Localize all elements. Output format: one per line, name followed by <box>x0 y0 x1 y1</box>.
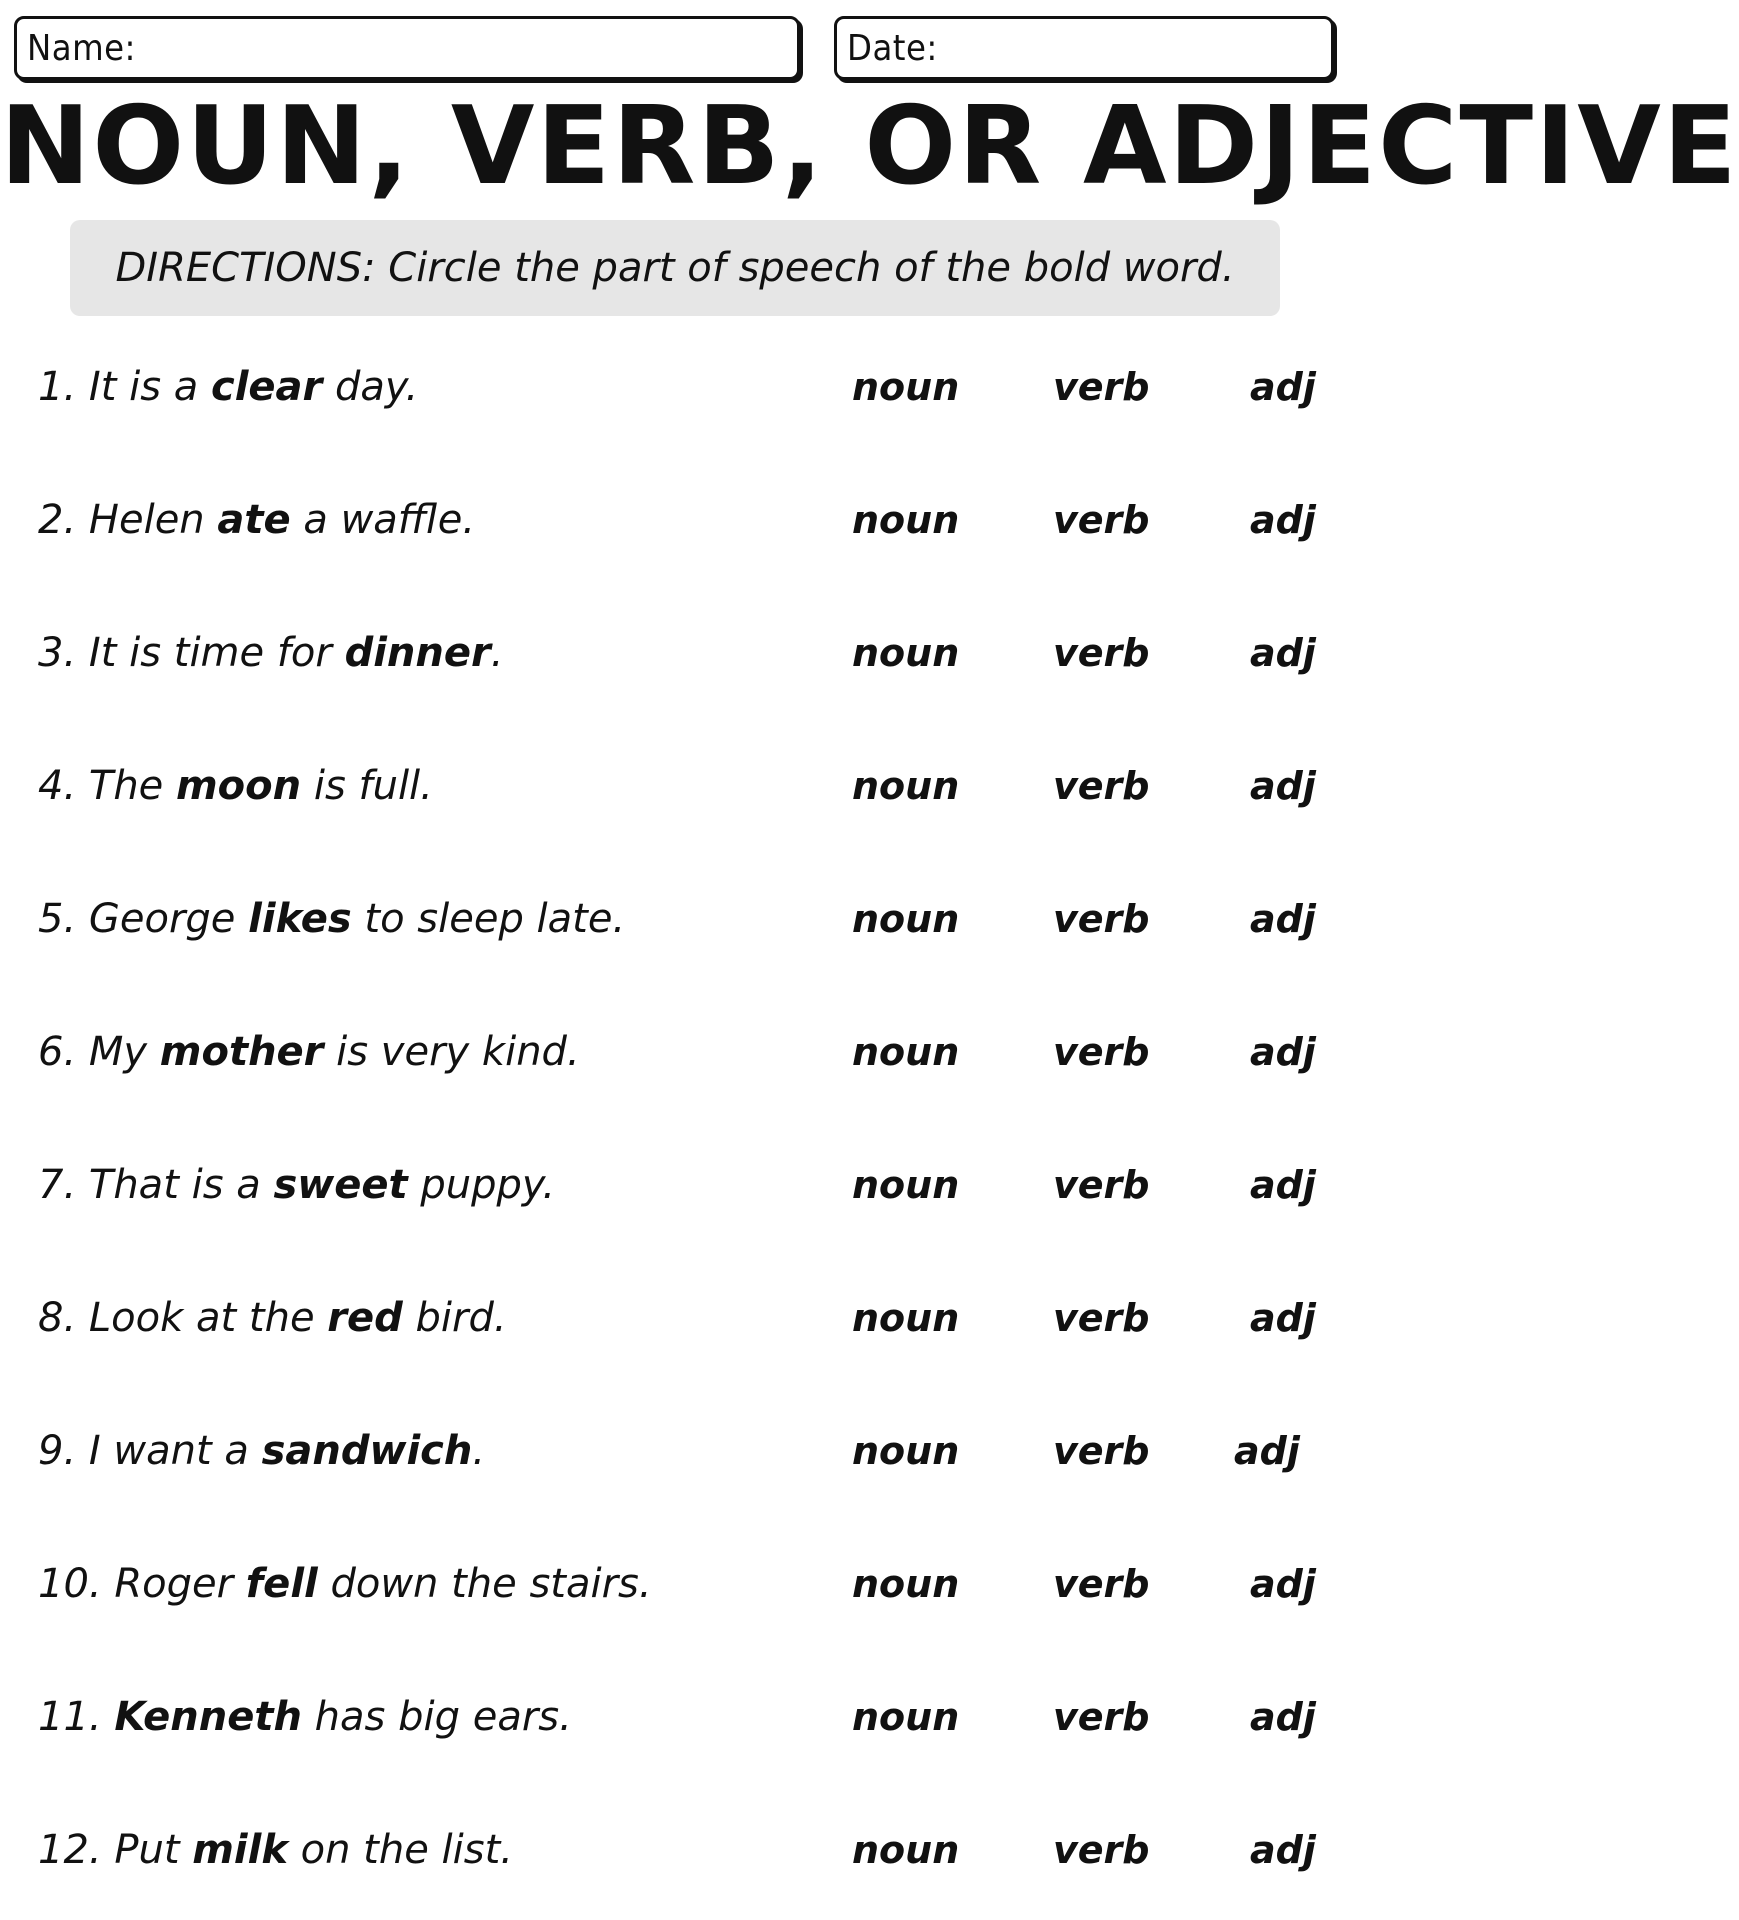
option-verb[interactable]: verb <box>1053 1828 1150 1872</box>
question-row <box>38 1549 1338 1619</box>
question-row <box>38 485 1338 555</box>
option-verb[interactable]: verb <box>1053 897 1150 941</box>
directions-box <box>70 220 1280 316</box>
question-text-after: bird. <box>402 1295 507 1341</box>
question-row <box>38 1815 1338 1885</box>
question-text <box>38 618 503 688</box>
option-adj[interactable]: adj <box>1250 1562 1316 1606</box>
question-text-after: is full. <box>301 763 433 809</box>
question-text-before: It is a <box>88 364 211 410</box>
option-verb[interactable]: verb <box>1053 1695 1150 1739</box>
option-noun[interactable]: noun <box>852 631 960 675</box>
question-row <box>38 884 1338 954</box>
question-text-before: I want a <box>88 1428 262 1474</box>
option-noun[interactable]: noun <box>852 365 960 409</box>
question-text <box>38 1283 507 1353</box>
question-text <box>38 485 475 555</box>
name-label: Name: <box>27 27 136 69</box>
question-number: 3. <box>38 630 77 676</box>
question-row <box>38 751 1338 821</box>
question-text-before: The <box>88 763 176 809</box>
option-verb[interactable]: verb <box>1053 1030 1150 1074</box>
question-row <box>38 1682 1338 1752</box>
question-text-after: on the list. <box>287 1827 513 1873</box>
question-number: 1. <box>38 364 77 410</box>
question-text-after: day. <box>322 364 419 410</box>
option-noun[interactable]: noun <box>852 897 960 941</box>
option-noun[interactable]: noun <box>852 1296 960 1340</box>
option-verb[interactable]: verb <box>1053 631 1150 675</box>
question-text-after: puppy. <box>407 1162 556 1208</box>
question-text-before: Put <box>114 1827 193 1873</box>
question-text-after: is very kind. <box>323 1029 580 1075</box>
date-label: Date: <box>847 27 938 69</box>
bold-word: fell <box>245 1561 318 1607</box>
question-number: 7. <box>38 1162 77 1208</box>
question-row <box>38 352 1338 422</box>
date-field[interactable] <box>834 16 1334 80</box>
question-text <box>38 1017 580 1087</box>
question-text-after: a waffle. <box>290 497 476 543</box>
question-text-after: to sleep late. <box>351 896 626 942</box>
option-adj[interactable]: adj <box>1250 1030 1316 1074</box>
question-text-after: . <box>490 630 504 676</box>
option-adj[interactable]: adj <box>1250 365 1316 409</box>
option-adj[interactable]: adj <box>1250 1828 1316 1872</box>
question-text-after: has big ears. <box>301 1694 572 1740</box>
option-verb[interactable]: verb <box>1053 764 1150 808</box>
option-adj[interactable]: adj <box>1250 631 1316 675</box>
option-noun[interactable]: noun <box>852 1163 960 1207</box>
question-row <box>38 618 1338 688</box>
question-text <box>38 884 625 954</box>
question-text <box>38 1549 652 1619</box>
question-row <box>38 1283 1338 1353</box>
question-text-before: Look at the <box>88 1295 328 1341</box>
question-row <box>38 1150 1338 1220</box>
question-number: 10. <box>38 1561 102 1607</box>
option-noun[interactable]: noun <box>852 1429 960 1473</box>
option-adj[interactable]: adj <box>1250 498 1316 542</box>
bold-word: mother <box>159 1029 324 1075</box>
page-title: NOUN, VERB, OR ADJECTIVE <box>0 84 1739 209</box>
bold-word: milk <box>192 1827 288 1873</box>
option-adj[interactable]: adj <box>1250 764 1316 808</box>
question-text-after: . <box>472 1428 486 1474</box>
question-number: 8. <box>38 1295 77 1341</box>
question-text <box>38 1815 513 1885</box>
question-number: 2. <box>38 497 77 543</box>
bold-word: Kenneth <box>114 1694 302 1740</box>
question-text <box>38 1682 572 1752</box>
question-text <box>38 751 433 821</box>
option-noun[interactable]: noun <box>852 764 960 808</box>
option-verb[interactable]: verb <box>1053 1296 1150 1340</box>
bold-word: ate <box>217 497 291 543</box>
question-row <box>38 1017 1338 1087</box>
option-verb[interactable]: verb <box>1053 1429 1150 1473</box>
option-verb[interactable]: verb <box>1053 1163 1150 1207</box>
option-adj[interactable]: adj <box>1250 897 1316 941</box>
question-text <box>38 352 418 422</box>
question-row <box>38 1416 1338 1486</box>
option-verb[interactable]: verb <box>1053 1562 1150 1606</box>
question-text <box>38 1150 555 1220</box>
option-noun[interactable]: noun <box>852 1030 960 1074</box>
bold-word: dinner <box>344 630 491 676</box>
name-field[interactable] <box>14 16 800 80</box>
option-noun[interactable]: noun <box>852 1562 960 1606</box>
bold-word: sandwich <box>261 1428 473 1474</box>
option-verb[interactable]: verb <box>1053 498 1150 542</box>
option-verb[interactable]: verb <box>1053 365 1150 409</box>
option-adj[interactable]: adj <box>1234 1429 1300 1473</box>
question-text-before: My <box>88 1029 160 1075</box>
bold-word: red <box>327 1295 403 1341</box>
question-text-before: That is a <box>88 1162 274 1208</box>
question-text-before: Helen <box>88 497 218 543</box>
question-text <box>38 1416 485 1486</box>
option-adj[interactable]: adj <box>1250 1163 1316 1207</box>
bold-word: moon <box>176 763 302 809</box>
question-number: 6. <box>38 1029 77 1075</box>
question-number: 11. <box>38 1694 102 1740</box>
bold-word: likes <box>248 896 352 942</box>
question-text-after: down the stairs. <box>317 1561 652 1607</box>
bold-word: sweet <box>273 1162 408 1208</box>
question-text-before: Roger <box>114 1561 246 1607</box>
question-number: 12. <box>38 1827 102 1873</box>
directions-text: DIRECTIONS: Circle the part of speech of the bold word. <box>115 245 1235 291</box>
question-number: 4. <box>38 763 77 809</box>
option-noun[interactable]: noun <box>852 498 960 542</box>
question-text-before: George <box>88 896 249 942</box>
option-adj[interactable]: adj <box>1250 1695 1316 1739</box>
option-noun[interactable]: noun <box>852 1695 960 1739</box>
option-noun[interactable]: noun <box>852 1828 960 1872</box>
question-number: 5. <box>38 896 77 942</box>
question-text-before: It is time for <box>88 630 345 676</box>
bold-word: clear <box>210 364 323 410</box>
option-adj[interactable]: adj <box>1250 1296 1316 1340</box>
question-number: 9. <box>38 1428 77 1474</box>
